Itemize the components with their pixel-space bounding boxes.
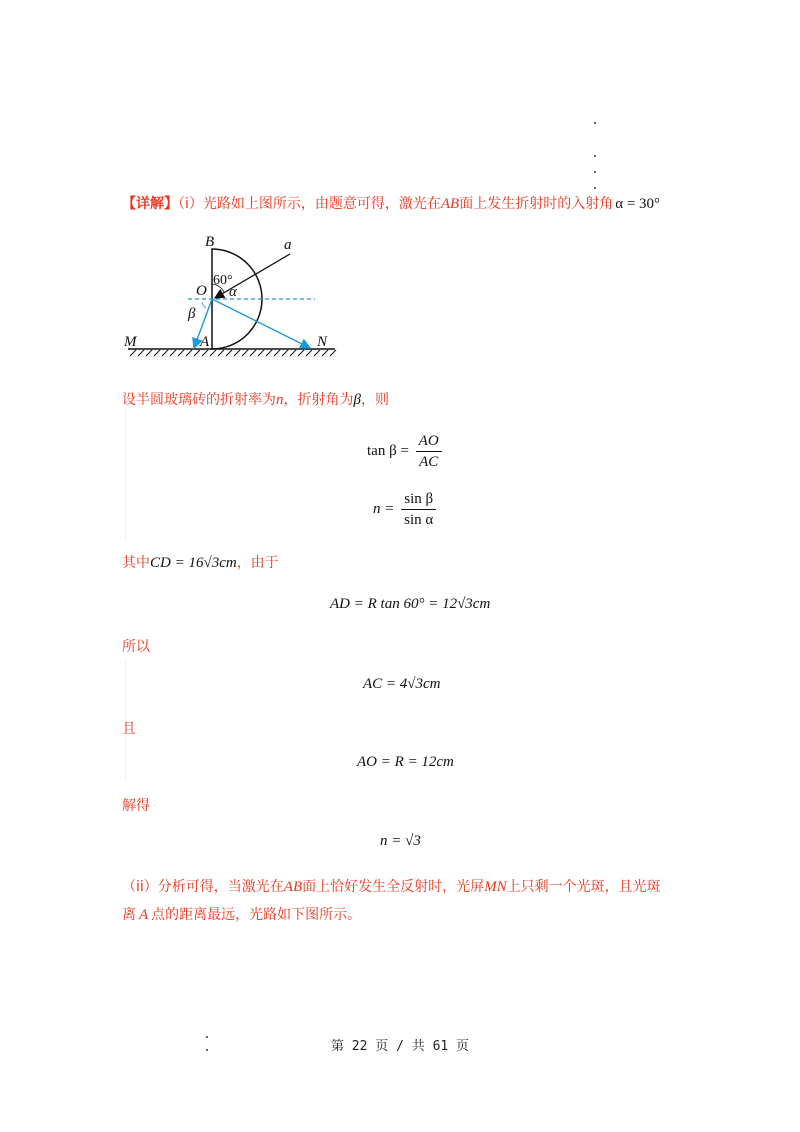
label-a-ray: a — [284, 237, 292, 253]
youyu-label: ，由于 — [236, 555, 279, 571]
part2-prefix: （ii）分析可得，当激光在 — [122, 879, 284, 895]
label-alpha: α — [229, 284, 237, 300]
n-symbol: n — [276, 392, 284, 408]
label-a-point: A — [200, 334, 210, 350]
ab-label: AB — [440, 196, 460, 212]
part2-mn: MN — [484, 879, 507, 895]
cd-line — [122, 552, 279, 572]
ground-line — [128, 349, 336, 356]
intro-prefix: 设半圆玻璃砖的折射率为 — [122, 392, 276, 408]
qizhong-label: 其中 — [122, 555, 150, 571]
point-a: A — [139, 907, 149, 923]
label-m: M — [124, 334, 137, 350]
label-beta: β — [188, 306, 196, 322]
equation-n-result: n = √3 — [380, 833, 421, 849]
part1-prefix: （i）光路如上图所示，由题意可得，激光在 — [178, 196, 441, 212]
suoyi-label: 所以 — [122, 639, 150, 655]
part2-line2-suffix: 点的距离最远，光路如下图所示。 — [151, 907, 362, 923]
equation-ao: AO = R = 12cm — [357, 754, 454, 770]
page-footer: 第 22 页 / 共 61 页 — [330, 1039, 470, 1054]
part2-ab: AB — [283, 879, 303, 895]
alpha-equation: α = 30° — [615, 196, 661, 212]
cd-equation: CD = 16√3cm — [150, 555, 237, 571]
equation-n — [373, 490, 436, 529]
equation-tan-beta — [367, 432, 442, 471]
decor-dot — [594, 187, 596, 189]
beta-symbol: β — [353, 392, 361, 408]
decor-dot — [594, 171, 596, 173]
part2-mid: 面上恰好发生全反射时，光屏 — [302, 879, 485, 895]
intro-line — [122, 389, 389, 409]
label-o: O — [196, 283, 207, 299]
label-n: N — [317, 334, 328, 350]
qie-label: 且 — [122, 721, 136, 737]
margin-line — [125, 410, 126, 540]
intro-mid: ，折射角为 — [283, 392, 354, 408]
decor-dot — [594, 122, 596, 124]
detail-paragraph — [122, 193, 660, 213]
eq1-lhs: tan β = — [367, 442, 409, 459]
optics-diagram — [120, 232, 340, 362]
detail-tag: 【详解】 — [122, 196, 178, 212]
eq2-numerator: sin β — [401, 490, 436, 510]
part2-line1 — [122, 876, 661, 896]
eq2-lhs: n = — [373, 500, 395, 517]
equation-ac: AC = 4√3cm — [363, 676, 441, 692]
jiede-label: 解得 — [122, 798, 150, 814]
part2-line2 — [122, 904, 361, 924]
eq1-denominator: AC — [419, 454, 439, 470]
label-b: B — [205, 234, 215, 250]
part2-line2-prefix: 离 — [122, 907, 136, 923]
label-60-degree: 60° — [213, 273, 233, 288]
angle-arc-beta — [202, 302, 206, 308]
decor-dot — [594, 155, 596, 157]
eq2-denominator: sin α — [404, 512, 434, 528]
equation-ad: AD = R tan 60° = 12√3cm — [330, 596, 491, 612]
eq1-numerator: AO — [416, 432, 442, 452]
part2-suffix: 上只剩一个光斑，且光斑 — [506, 879, 661, 895]
intro-suffix: ，则 — [360, 392, 389, 408]
part1-suffix: 面上发生折射时的入射角 — [459, 196, 614, 212]
